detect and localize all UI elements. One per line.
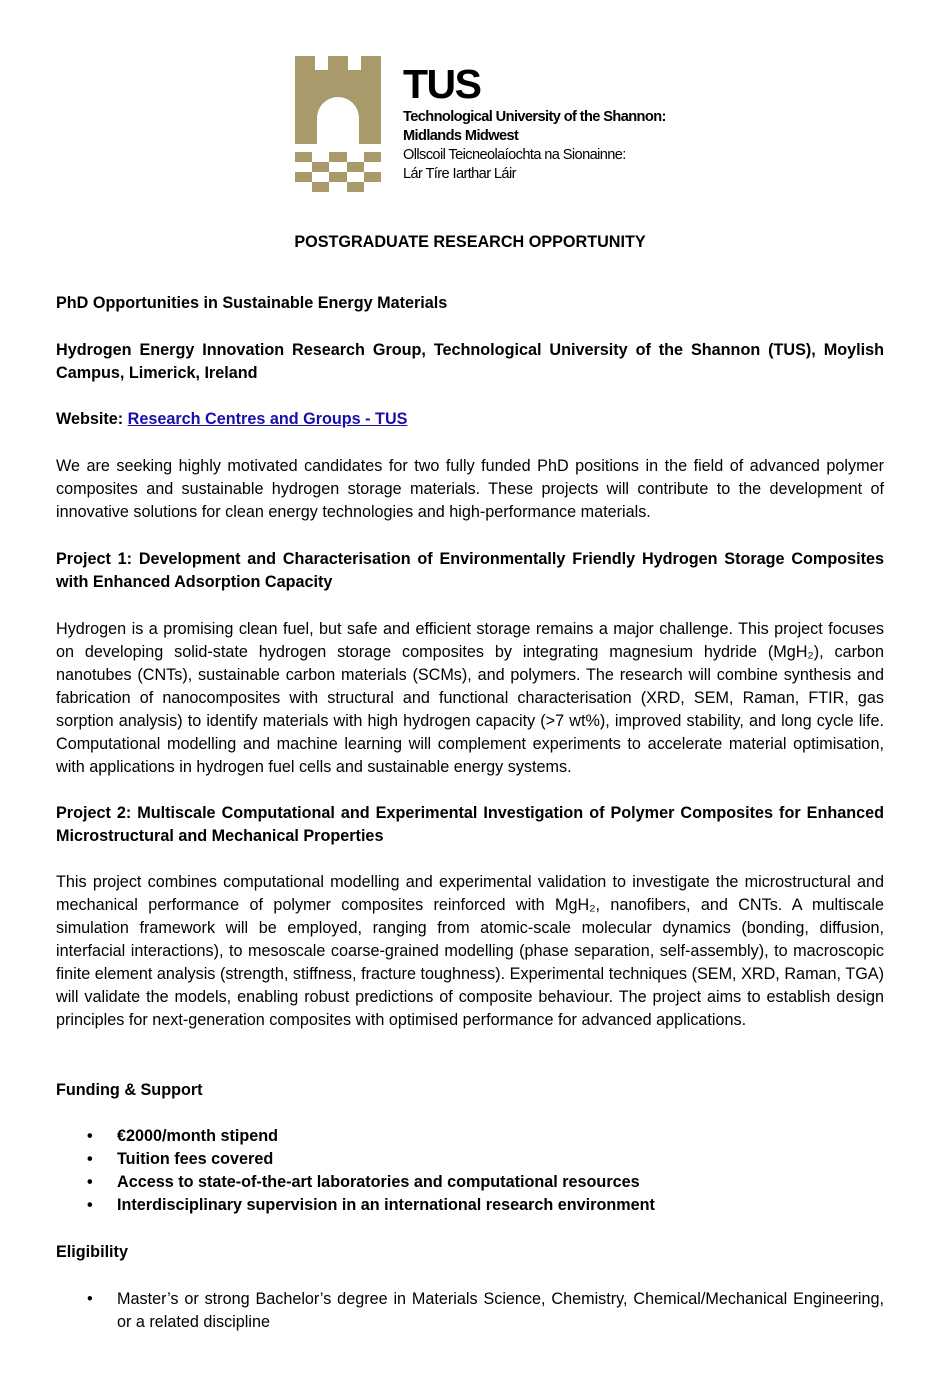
logo-name-line-1: Technological University of the Shannon:: [403, 109, 666, 125]
logo-irish-line-2: Lár Tíre Iarthar Láir: [403, 166, 516, 182]
subtitle: PhD Opportunities in Sustainable Energy Materials: [56, 294, 448, 312]
logo-abbreviation: TUS: [403, 61, 481, 107]
logo-wordmark: [403, 56, 703, 184]
list-item: • Access to state-of-the-art laboratories and computational resources: [56, 1171, 884, 1194]
list-item: • Tuition fees covered: [56, 1148, 884, 1171]
eligibility-heading: Eligibility: [56, 1243, 128, 1261]
eligibility-list: [56, 1288, 884, 1334]
university-logo: [295, 56, 695, 198]
bullet-icon: •: [87, 1173, 93, 1191]
list-item: • €2000/month stipend: [56, 1125, 884, 1148]
website-label: Website:: [56, 410, 124, 428]
intro-paragraph: We are seeking highly motivated candidates for two fully funded PhD positions in the field of advanced polymer composites and sustainable hydrogen storage materials. These projects will contribute to the development of innovative solutions for clean energy technologies and high-performance materials.: [56, 457, 884, 521]
tus-castle-logo-icon: [295, 56, 381, 196]
bullet-icon: •: [87, 1290, 93, 1308]
funding-list: [56, 1125, 884, 1217]
bullet-icon: •: [87, 1150, 93, 1168]
research-group: Hydrogen Energy Innovation Research Group, Technological University of the Shannon (TUS), Moylish Campus, Limerick, Ireland: [56, 341, 884, 382]
project-2-heading: Project 2: Multiscale Computational and Experimental Investigation of Polymer Composites for Enhanced Microstructural and Mechanical Properties: [56, 804, 884, 845]
logo-name-line-2: Midlands Midwest: [403, 128, 519, 144]
website-link[interactable]: Research Centres and Groups - TUS: [127, 410, 408, 428]
list-item: • Interdisciplinary supervision in an international research environment: [56, 1194, 884, 1217]
website-line: [56, 408, 884, 431]
bullet-icon: •: [87, 1196, 93, 1214]
project-1-body: Hydrogen is a promising clean fuel, but safe and efficient storage remains a major challenge. This project focuses on developing solid-state hydrogen storage composites by integrating magnesium hydride (MgH₂), carbon nanotubes (CNTs), sustainable carbon materials (SCMs), and polymers. The research will combine synthesis and fabrication of nanocomposites with structural and functional characterisation (XRD, SEM, Raman, FTIR, gas sorption analysis) to identify materials with high hydrogen capacity (>7 wt%), improved stability, and long cycle life. Computational modelling and machine learning will complement experiments to accelerate material optimisation, with applications in hydrogen fuel cells and sustainable energy systems.: [56, 620, 884, 776]
list-item: • Master’s or strong Bachelor’s degree in Materials Science, Chemistry, Chemical/Mechanical Engineering, or a related discipline: [87, 1290, 884, 1331]
logo-irish-line-1: Ollscoil Teicneolaíochta na Sionainne:: [403, 147, 626, 163]
page-title: POSTGRADUATE RESEARCH OPPORTUNITY: [294, 233, 646, 251]
project-1-heading: Project 1: Development and Characterisation of Environmentally Friendly Hydrogen Storage Composites with Enhanced Adsorption Capacity: [56, 550, 884, 591]
bullet-icon: •: [87, 1127, 93, 1145]
project-2-body: This project combines computational modelling and experimental validation to investigate the microstructural and mechanical performance of polymer composites reinforced with MgH₂, nanofibers, and CNTs. A multiscale simulation framework will be employed, ranging from atomic-scale molecular dynamics (bonding, diffusion, interfacial interactions), to mesoscale coarse-grained modelling (phase separation, self-assembly), to macroscopic finite element analysis (strength, stiffness, fracture toughness). Experimental techniques (SEM, XRD, Raman, TGA) will validate the models, enabling robust predictions of composite behaviour. The project aims to establish design principles for next-generation composites with optimised performance for advanced applications.: [56, 873, 884, 1029]
funding-heading: Funding & Support: [56, 1081, 203, 1099]
